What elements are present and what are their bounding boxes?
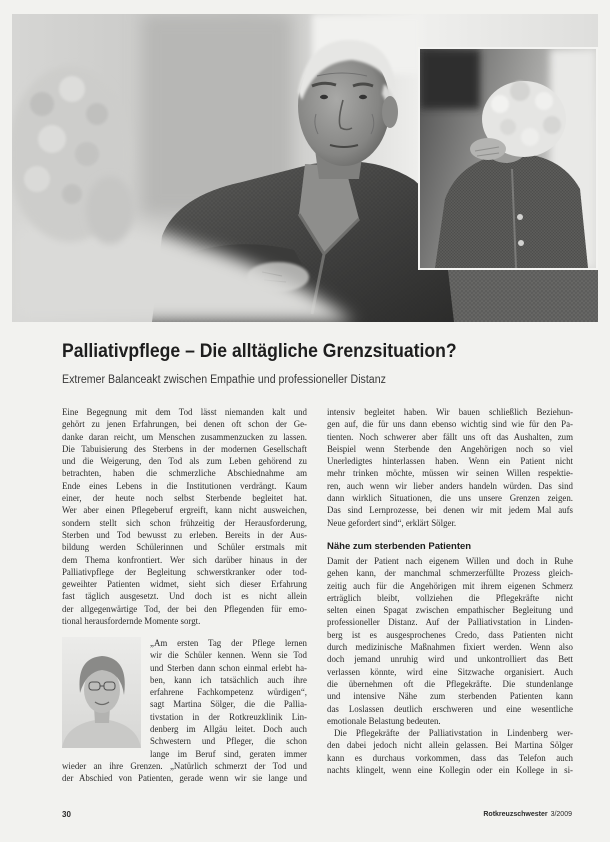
right-column-paragraph-1	[327, 555, 573, 727]
body-text-line: den dabei jedoch nicht allein gelassen. Bei Martina Sölger	[327, 740, 573, 751]
right-column-top	[327, 406, 573, 529]
body-text-line: „Am ersten Tag der Pflege lernen	[150, 638, 307, 648]
body-text-line: Eine Begegnung mit dem Tod lässt niemanden kalt und	[62, 407, 307, 417]
article-title: Palliativpflege – Die alltägliche Grenzsituation?	[62, 341, 457, 362]
body-text-line: ren, auch wenn wir lieber anders handeln würden. Das sind	[327, 480, 573, 491]
body-text-line: zeitig auch für die Angehörigen mit ihrem eigenen Schmerz	[327, 580, 573, 591]
body-text-line: sondern stellt sich schon frühzeitig der Herausforderung,	[62, 517, 307, 528]
body-text-line: mehr trinken möchte, müssen wir seinen Willen respektie-	[327, 468, 573, 479]
body-text-line: professioneller Distanz. Auf der Palliativstation in Linden-	[327, 617, 573, 628]
body-text-line: und intensive Nähe zum sterbenden Patienten kann	[327, 691, 573, 702]
body-text-line: wieder an ihre Grenzen. „Natürlich schmerzt der Tod und	[62, 761, 307, 771]
body-text-line: das Loslassen deutlich erschweren und eine wesentliche	[327, 703, 573, 714]
body-text-line: emotionale Belastung bedeuten.	[327, 715, 441, 726]
left-column-wrap-text	[150, 637, 307, 760]
body-text-line: durch medizinische Maßnahmen fixiert werden. Wenn also	[327, 642, 573, 653]
body-text-line: und die Weigerung, den Tod als zum Leben gehörend zu	[62, 456, 307, 467]
publication-footer	[483, 811, 572, 818]
inset-photo-image	[420, 49, 596, 268]
body-text-line: Unerledigtes hinterlassen haben. Wenn ein Patient nicht	[327, 456, 573, 467]
body-text-line: der Abschied von Patienten, gerade wenn wir sie lange und	[62, 773, 307, 784]
body-text-line: lange im Beruf sind, geraten immer	[150, 748, 307, 759]
body-text-line: nachts klingelt, wenn eine Kollegin oder ein Kollege in si-	[327, 764, 573, 775]
body-text-line: Wer aber einen Pflegeberuf ergreift, kann nicht ausweichen,	[62, 505, 307, 516]
body-text-line: der allgegenwärtige Tod, der bei den Pflegenden für emo-	[62, 603, 307, 614]
body-text-line: geweihter Patienten widmet, sieht sich dieser Erfahrung	[62, 579, 307, 590]
body-text-line: erfahrene Fachkompetenz würdigen“,	[150, 687, 307, 698]
body-text-line: kann es durchaus vorkommen, dass das Telefon auch	[327, 752, 573, 763]
body-text-line: intensiv begleitet haben. Wir bauen schließlich Beziehun-	[327, 407, 573, 417]
body-text-line: Sterben und Tod bewusst zu erleben. Bereits in der Aus-	[62, 529, 307, 540]
body-text-line: tivstation in der Rotkreuzklinik Lin-	[150, 711, 307, 722]
body-text-line: Damit der Patient nach eigenem Willen und doch in Ruhe	[327, 556, 573, 566]
body-text-line: fast täglich ausgesetzt. Und doch ist es nicht allein	[62, 591, 307, 602]
publication-name: Rotkreuzschwester	[483, 811, 548, 818]
body-text-line: selten einen Spagat zwischen empathischer Begleitung und	[327, 605, 573, 616]
body-text-line: tional herausfordernde Momente sorgt.	[62, 616, 201, 627]
body-text-line: danke daran reicht, um Menschen zusammenzucken zu lassen.	[62, 431, 307, 442]
body-text-line: dann wirklich Situationen, die uns unsere Grenzen zeigen.	[327, 493, 573, 504]
body-text-line: sagt Martina Sölger, die die Pallia-	[150, 699, 307, 710]
body-text-line: tienten. Noch schwerer aber fällt uns oft das Aushalten, zum	[327, 431, 573, 442]
body-text-line: Beispiel wenn Sterbende den Angehörigen noch so viel	[327, 443, 573, 454]
left-column-continued	[62, 760, 307, 785]
section-subheading: Nähe zum sterbenden Patienten	[327, 541, 472, 552]
martina-soelger-portrait	[62, 637, 141, 748]
body-text-line: berg ist es ausgesprochenes Credo, dass Patienten nicht	[327, 629, 573, 640]
body-text-line: ben, kann ich tatsächlich auch ihre	[150, 674, 307, 685]
body-text-line: Palliativpflege der Begleitung schwerstkranker oder tod-	[62, 566, 307, 577]
body-text-line: gen auf, die für uns dann ebenso wichtig sind wie für den Pa-	[327, 419, 573, 430]
article-subtitle: Extremer Balanceakt zwischen Empathie und professioneller Distanz	[62, 374, 386, 386]
right-column-paragraph-2	[327, 727, 573, 776]
body-text-line: verlassen könnte, wird eine Sitzwache organisiert. Auch	[327, 666, 573, 677]
publication-issue: 3/2009	[550, 811, 572, 818]
portrait-image	[62, 637, 141, 748]
body-text-line: dem Thema konfrontiert. Wer sich darüber hinaus in der	[62, 554, 307, 565]
body-text-line: erträglich bleibt, vollziehen die Pflegekräfte nicht	[327, 592, 573, 603]
body-text-line: gehört zu jenen Erfahrungen, bei denen oft schon der Ge-	[62, 419, 307, 430]
body-text-line: Die Pflegekräfte der Palliativstation in Lindenberg wer-	[334, 728, 573, 738]
body-text-line: Ende eines Lebens in die Institutionen verdrängt. Kaum	[62, 480, 307, 491]
body-text-line: wir die Schüler kennen. Wenn sie Tod	[150, 650, 307, 661]
body-text-line: die übernehmen oft die Pflegekräfte. Die stundenlange	[327, 678, 573, 689]
body-text-line: doch jemand unruhig wird und unkontrolliert das Bett	[327, 654, 573, 665]
left-column-intro	[62, 406, 307, 627]
body-text-line: betrachten, haben die schmerzliche Abschiednahme am	[62, 468, 307, 479]
body-text-line: gehen kann, der manchmal schmerzerfüllte Prozess gleich-	[327, 568, 573, 579]
body-text-line: bildung werden Schülerinnen und Schüler erstmals mit	[62, 542, 307, 553]
body-text-line: Schwestern und Pfleger, die schon	[150, 736, 307, 747]
body-text-line: und Sterben dann schon einmal erlebt ha-	[150, 662, 307, 673]
body-text-line: einer, der heute noch selbst Sterbende begleitet hat.	[62, 493, 307, 504]
inset-photo	[418, 47, 598, 270]
body-text-line: Die Tabuisierung des Sterbens in der modernen Gesellschaft	[62, 443, 307, 454]
body-text-line: Das sind Lernprozesse, bei denen wir mit jedem Mal aufs	[327, 505, 573, 516]
body-text-line: Neue gefordert sind“, erklärt Sölger.	[327, 517, 457, 528]
body-text-line: denberg im Allgäu leitet. Doch auch	[150, 724, 307, 735]
page-number: 30	[62, 810, 71, 819]
